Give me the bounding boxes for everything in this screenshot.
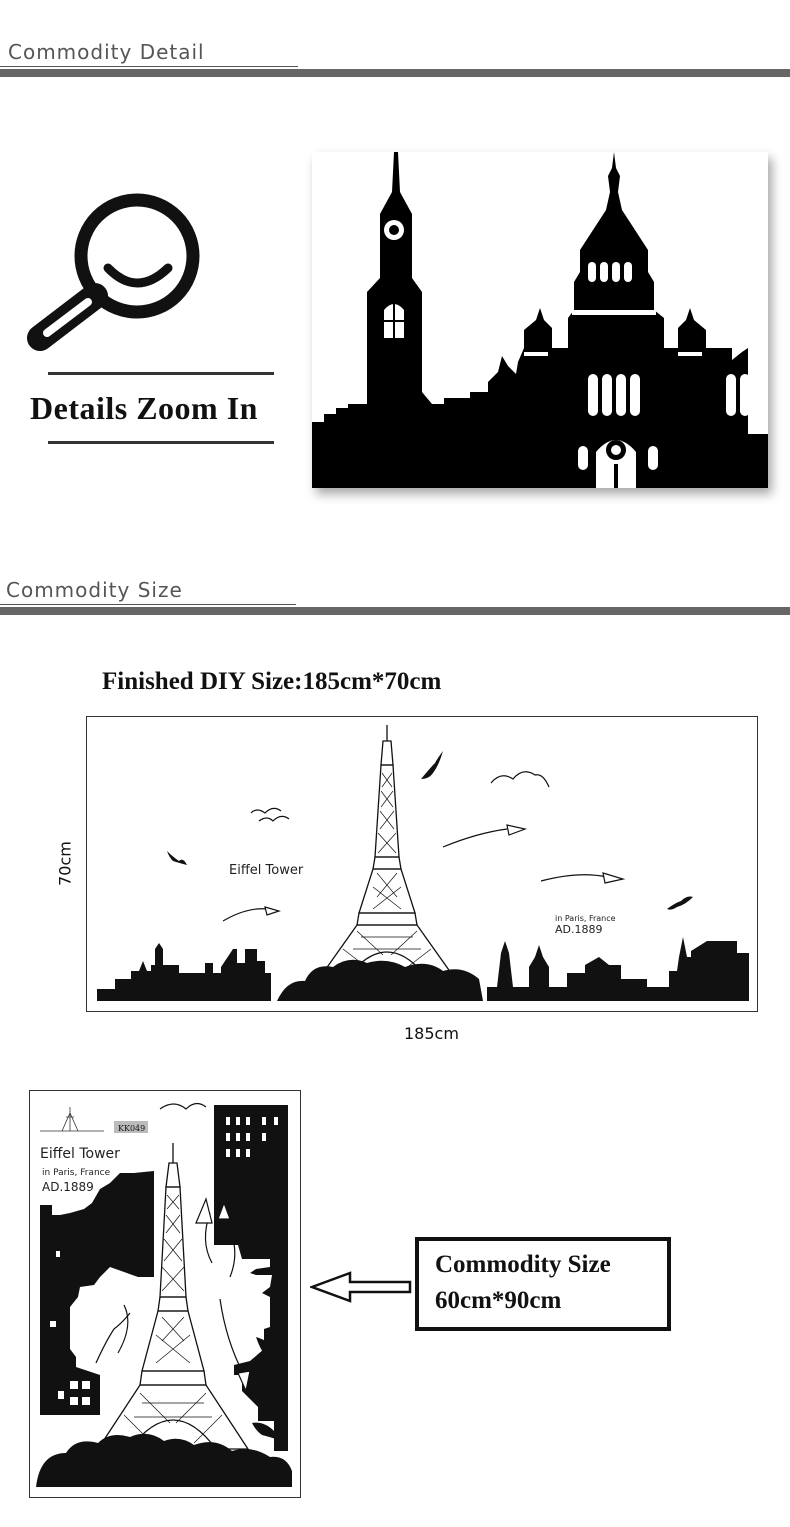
height-dimension-label: 70cm [55,841,75,886]
section-underline [0,66,298,67]
zoom-line-bottom [48,441,274,444]
arrow-left-icon [310,1270,414,1304]
finished-size-label: Finished DIY Size:185cm*70cm [102,668,442,695]
section-divider [0,607,790,615]
sticker-sheet-image [29,1090,301,1498]
callout-size: 60cm*90cm [435,1287,562,1314]
wall-sticker-title: Eiffel Tower [229,863,304,878]
sheet-code: KK049 [118,1124,146,1133]
callout-title: Commodity Size [435,1251,611,1278]
commodity-size-title: Commodity Size [6,578,183,602]
commodity-detail-title: Commodity Detail [8,40,205,64]
commodity-size-callout [415,1237,671,1331]
magnifier-icon [22,192,212,357]
castle-detail-image [312,152,768,488]
details-zoom-in-label: Details Zoom In [30,390,258,426]
sheet-title: Eiffel Tower [40,1146,120,1162]
width-dimension-label: 185cm [404,1024,459,1043]
section-underline [0,604,296,605]
section-divider [0,69,790,77]
wall-sticker-preview [86,716,758,1012]
wall-sticker-year: AD.1889 [555,923,603,936]
wall-sticker-subtitle: in Paris, France [555,914,616,923]
sheet-year: AD.1889 [42,1180,94,1194]
zoom-line-top [48,372,274,375]
sheet-subtitle: in Paris, France [42,1168,111,1178]
